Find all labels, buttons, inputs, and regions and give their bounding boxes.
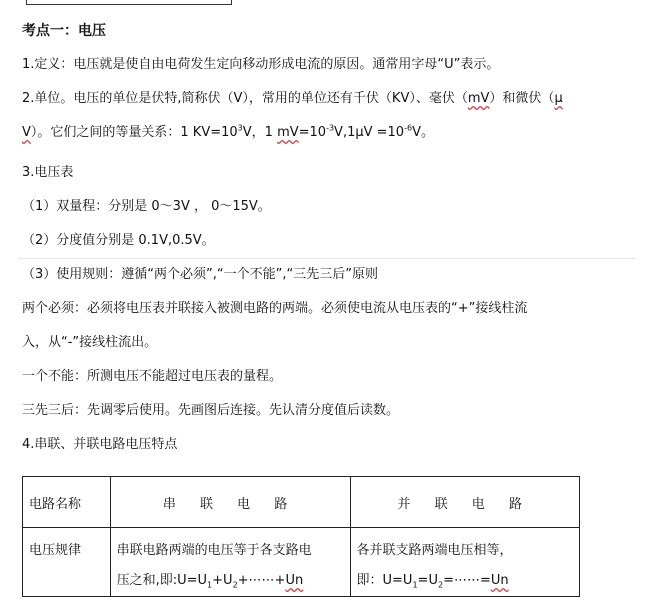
voltage-table [22,476,580,597]
unit-mu: μ [554,91,563,106]
parallel-rule-cell [350,528,579,597]
voltmeter-range: （1）双量程：分别是 0～3V ， 0～15V。 [22,199,271,214]
unit-paragraph-line1 [22,90,563,108]
unit-mv: mV [467,91,490,106]
unit-relation-c: V，1 [242,125,278,140]
unit-v: V [22,125,31,140]
definition-paragraph: 1.定义：电压就是使自由电荷发生定向移动形成电流的原因。通常用字母“U”表示。 [22,57,500,72]
top-box-frame [26,0,232,5]
exp-3: 3 [237,123,243,133]
voltmeter-title: 3.电压表 [22,165,74,180]
unit-relation-f: V。 [412,125,434,140]
parallel-rule-line1: 各并联支路两端电压相等， [356,543,513,558]
header-circuit-name: 电路名称 [23,477,111,528]
exp-neg3: -3 [326,123,335,133]
rule-two-musts-line2: 入，从“-”接线柱流出。 [22,335,158,350]
unit-paragraph-line2 [22,124,434,142]
rule-two-musts-line1: 两个必须：必须将电压表并联接入被测电路的两端。必须使电流从电压表的“+”接线柱流 [22,301,528,316]
voltmeter-rules: （3）使用规则：遵循“两个必须”,“一个不能”,“三先三后”原则 [22,267,378,282]
parallel-rule-line2: 即：$U=U_1=U_2=\cdots\cdots=Un$ [356,573,509,590]
table-row [23,528,580,597]
series-rule-line2: 压之和,即$:U=U_1+U_2+\cdots\cdots+Un$ [116,573,304,590]
unit-text-a: 2.单位。电压的单位是伏特,简称伏（V），常用的单位还有千伏（KV）、毫伏（ [22,91,468,106]
circuit-voltage-title: 4.串联、并联电路电压特点 [22,437,178,452]
exp-neg6: -6 [404,123,413,133]
series-rule-cell [110,528,350,597]
rule-three-firsts: 三先三后：先调零后使用。先画图后连接。先认清分度值后读数。 [22,403,400,418]
voltmeter-division: （2）分度值分别是 0.1V,0.5V。 [22,233,215,248]
header-parallel: 并 联 电 路 [350,477,579,528]
unit-relation-a: ）。它们之间的等量关系：1 KV=10 [30,125,238,140]
unit-relation-e: V,1μV =10 [334,125,405,140]
unit-mv-2: mV [277,125,299,140]
page-divider [18,258,636,259]
header-series: 串 联 电 路 [110,477,350,528]
unit-text-b: ）和微伏（ [489,91,555,106]
table-header-row [23,477,580,528]
series-rule-line1: 串联电路两端的电压等于各支路电 [116,543,312,558]
rule-one-cannot: 一个不能：所测电压不能超过电压表的量程。 [22,369,283,384]
row-label-voltage-rule: 电压规律 [23,528,111,597]
unit-relation-d: =10 [298,125,327,140]
section-title: 考点一：电压 [22,23,106,39]
